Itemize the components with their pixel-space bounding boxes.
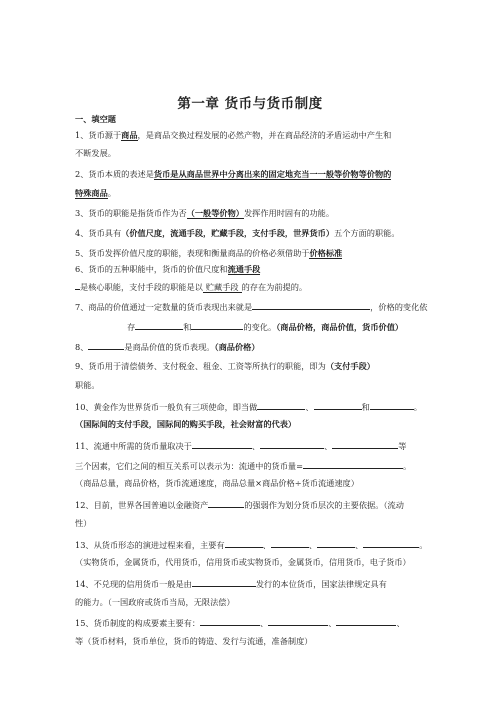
- question-3: 3、货币的职能是指货币作为否（一般等价物）发挥作用时固有的功能。: [75, 208, 335, 218]
- blank[interactable]: [363, 538, 419, 548]
- question-10: 10、黄金作为世界货币一般负有三项使命，即当做 、 和 。: [75, 402, 422, 412]
- blank[interactable]: [332, 439, 398, 449]
- blank[interactable]: [370, 400, 414, 410]
- blank[interactable]: [336, 616, 396, 626]
- chapter-title: 第一章 货币与货币制度: [177, 96, 323, 112]
- blank[interactable]: [208, 498, 244, 508]
- blank[interactable]: [257, 400, 305, 410]
- question-13: 13、从货币形态的演进过程来看，主要有 、 、 、 。: [75, 540, 428, 550]
- answer-4: （价值尺度，流通手段，贮藏手段，支付手段，世界货币）: [121, 228, 335, 238]
- question-7-cont: 存 和 的变化。（商品价格，商品价值，货币价值）: [127, 322, 404, 332]
- blank[interactable]: [271, 538, 309, 548]
- question-14-cont: 的能力。（一国政府或货币当局，无限法偿）: [75, 597, 235, 607]
- question-4: 4、货币具有（价值尺度，流通手段，贮藏手段，支付手段，世界货币）五个方面的职能。: [75, 228, 400, 238]
- question-2-cont: 特殊商品。: [75, 188, 116, 198]
- question-1-cont: 不断发展。: [75, 148, 116, 158]
- answer-6a: 流通手段: [227, 264, 261, 274]
- answer-6b: 贮藏手段: [203, 282, 242, 293]
- blank[interactable]: [88, 340, 124, 350]
- blank[interactable]: [192, 577, 256, 587]
- blank[interactable]: [252, 300, 370, 310]
- answer-7: （商品价格，商品价值，货币价值）: [276, 322, 404, 332]
- blank[interactable]: [317, 538, 355, 548]
- question-9-cont: 职能。: [75, 380, 100, 390]
- blank[interactable]: [314, 400, 362, 410]
- question-7: 7、商品的价值通过一定数量的货币表现出来就是 ，价格的变化依: [75, 302, 428, 312]
- question-5: 5、货币发挥价值尺度的职能，表现和衡量商品的价格必须借助于价格标准: [75, 248, 343, 258]
- answer-11: （商品总量，商品价格，货币流通速度，商品总量×商品价格÷货币流通速度）: [75, 478, 359, 488]
- answer-1: 商品: [121, 130, 138, 140]
- answer-10: （国际间的支付手段，国际间的购买手段，社会财富的代表）: [75, 419, 297, 429]
- answer-8: （商品价格）: [214, 342, 260, 352]
- question-2: 2、货币本质的表述是货币是从商品世界中分离出来的固定地充当一一般等价物等价物的: [75, 169, 392, 179]
- answer-3: （一般等价物）: [186, 208, 244, 218]
- question-8: 8、 是商品价值的货币表现。（商品价格）: [75, 342, 260, 352]
- blank[interactable]: [268, 616, 328, 626]
- answer-9: （支付手段）: [325, 361, 375, 371]
- question-9: 9、货币用于清偿债务、支付税金、租金、工资等所执行的职能，即为（支付手段）: [75, 361, 375, 371]
- blank[interactable]: [200, 616, 260, 626]
- question-14: 14、不兑现的信用货币一般是由 发行的本位货币，国家法律规定具有: [75, 579, 387, 589]
- answer-13: （实物货币，金属货币，代用货币，信用货币或实物货币，金属货币，信用货币，电子货币）: [75, 557, 411, 567]
- question-12: 12、目前，世界各国普遍以金融资产 的强弱作为划分货币层次的主要依据。（流动: [75, 500, 404, 510]
- blank[interactable]: [303, 459, 403, 469]
- question-6-cont: 是核心职能，支付手段的职能是以 贮藏手段 的存在为前提的。: [75, 280, 475, 293]
- blank[interactable]: [135, 320, 183, 330]
- question-12-cont: 性）: [75, 518, 92, 528]
- blank[interactable]: [260, 439, 324, 449]
- answer-5: 价格标准: [309, 248, 343, 258]
- answer-15: 等（货币材料，货币单位，货币的铸造、发行与流通，准备制度）: [75, 636, 313, 646]
- question-6: 6、货币的五种职能中，货币的价值尺度和流通手段: [75, 264, 261, 274]
- question-1: 1、货币源于商品，是商品交换过程发展的必然产物，并在商品经济的矛盾运动中产生和: [75, 130, 392, 140]
- question-15: 15、货币制度的构成要素主要有： 、 、 、: [75, 618, 405, 628]
- blank[interactable]: [191, 320, 243, 330]
- question-11: 11、流通中所需的货币量取决于 、 、 等: [75, 441, 407, 451]
- blank[interactable]: [225, 538, 263, 548]
- section-heading: 一、填空题: [75, 114, 116, 124]
- answer-2: 货币是从商品世界中分离出来的固定地充当一一般等价物等价物的: [153, 169, 392, 179]
- blank[interactable]: [192, 439, 252, 449]
- question-11-cont: 三个因素，它们之间的相互关系可以表示为：流通中的货币量= 。: [75, 461, 412, 471]
